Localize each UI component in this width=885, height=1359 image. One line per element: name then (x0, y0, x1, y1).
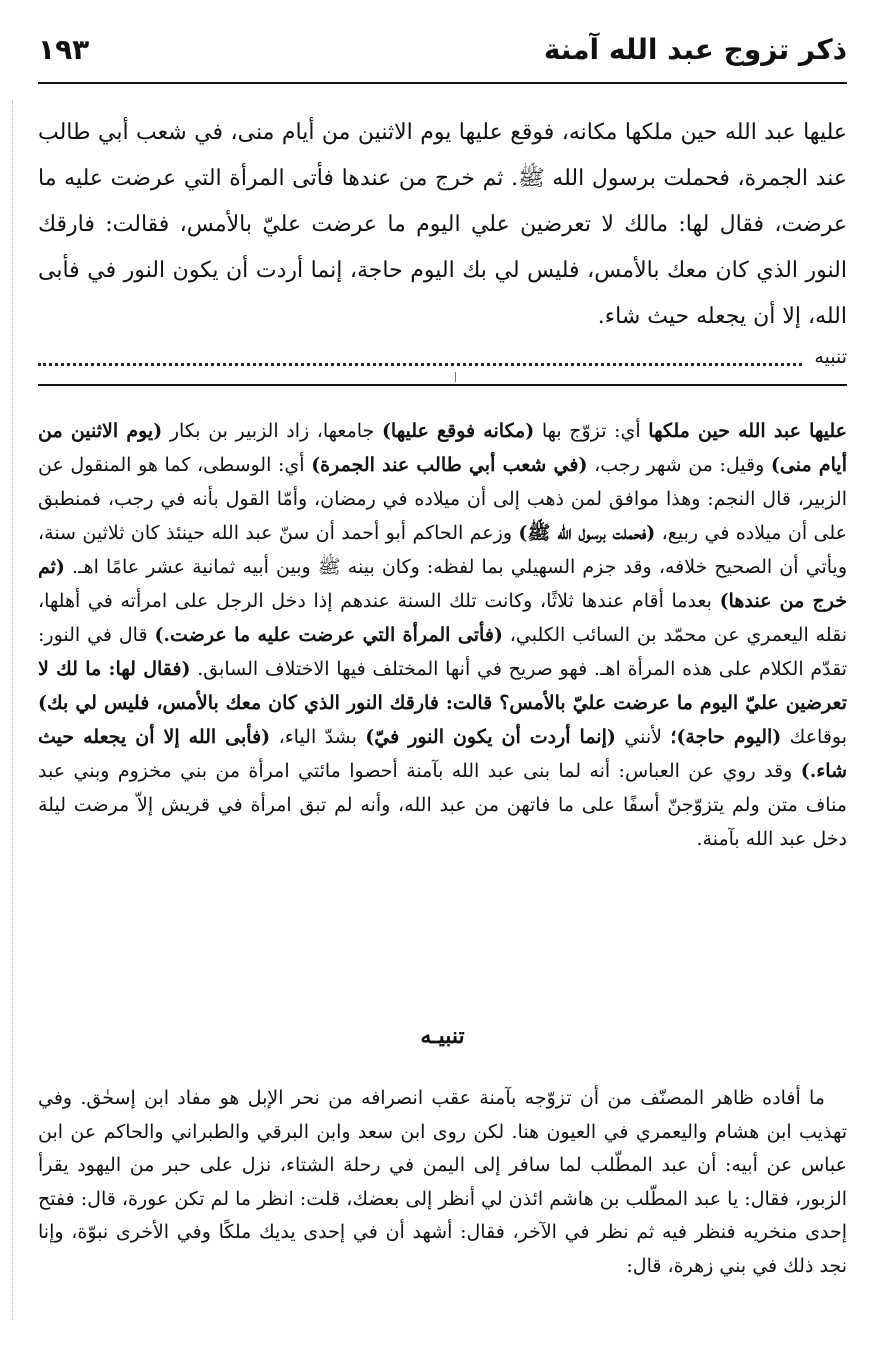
commentary-separator (38, 384, 847, 386)
commentary-span: بشدّ الياء، (270, 726, 366, 748)
dotted-leader (38, 363, 802, 366)
commentary-span: أي: تزوّج بها (534, 420, 649, 442)
header-rule (38, 82, 847, 84)
commentary-text (38, 414, 847, 856)
quoted-phrase: عليها عبد الله حين ملكها (648, 420, 847, 442)
commentary-span: قال في النور: تقدّم الكلام على هذه المرأة اهـ. فهو صريح في أنها المختلف فيها الاختلاف السابق. (38, 624, 847, 680)
quoted-phrase: (اليوم حاجة)؛ (670, 726, 782, 748)
note-reference-label: تنبيه (814, 346, 847, 368)
margin-marks (12, 100, 14, 1320)
commentary-span: وقيل: من شهر رجب، (587, 454, 771, 476)
quoted-phrase: (إنما أردت أن يكون النور فيّ) (365, 726, 616, 748)
commentary-span: بعدما أقام عندها ثلاثًا، وكانت تلك السنة عندهم إذا دخل الرجل على امرأته في أهلها، نقله اليعمري عن محمّد بن السائب الكلبي، (38, 590, 847, 646)
quoted-phrase: (يوم الاثنين من أيام منى) (38, 420, 847, 476)
quoted-phrase: (ثم خرج من عندها) (38, 556, 847, 612)
commentary-span: أي: الوسطى، كما هو المنقول عن الزبير، قال النجم: وهذا موافق لمن ذهب إلى أن ميلاده في رمضان، وأمّا القول بأنه في رجب، فمنطبق على أن ميلاده في ربيع، (38, 454, 847, 544)
quoted-phrase: (فقال لها: ما لك لا تعرضين عليّ اليوم ما عرضت عليّ بالأمس؟ قالت: فارقك النور الذي كان معك بالأمس، فليس لي بك) (38, 658, 847, 714)
quoted-phrase: (فأبى الله إلا أن يجعله حيث شاء.) (38, 726, 847, 782)
note-reference (38, 337, 847, 377)
quoted-phrase: (فأتى المرأة التي عرضت عليه ما عرضت.) (154, 624, 503, 646)
commentary-span: وزعم الحاكم أبو أحمد أن سنّ عبد الله حينئذ كان ثلاثين سنة، ويأتي أن الصحيح خلافه، وقد جزم السهيلي بما لفظه: وكان بينه ﷺ وبين أبيه ثمانية عشر عامًا اهـ. (38, 522, 847, 578)
commentary-span: لأنني (615, 726, 671, 748)
note-section (38, 1082, 847, 1283)
commentary-span: بوقاعك (781, 726, 848, 748)
tick-mark (455, 372, 456, 382)
quoted-phrase: (مكانه فوقع عليها) (381, 420, 535, 442)
quoted-phrase: (في شعب أبي طالب عند الجمرة) (311, 454, 588, 476)
section-heading: تنبيـه (420, 1023, 465, 1049)
main-text-paragraph: عليها عبد الله حين ملكها مكانه، فوقع عليها يوم الاثنين من أيام منى، في شعب أبي طالب عند الجمرة، فحملت برسول الله ﷺ. ثم خرج من عندها فأتى المرأة التي عرضت عليه ما عرضت، فقال لها: مالك لا تعرضين علي اليوم ما عرضت عليّ بالأمس، فقالت: فارقك النور الذي كان معك بالأمس، فليس لي بك اليوم حاجة، إنما أردت أن يكون النور في فأبى الله، إلا أن يجعله حيث شاء. (38, 120, 847, 329)
commentary-paragraph (38, 414, 847, 856)
commentary-span: جامعها، زاد الزبير بن بكار (162, 420, 382, 442)
running-title: ذكر تزوج عبد الله آمنة (543, 33, 847, 66)
main-text (38, 110, 847, 340)
page-number: ١٩٣ (38, 33, 90, 66)
page-header (38, 30, 847, 80)
quoted-phrase: (فحملت برسول الله ﷺ) (518, 522, 656, 544)
note-paragraph: ما أفاده ظاهر المصنّف من أن تزوّجه بآمنة عقب انصرافه من نحر الإبل هو مفاد ابن إسحٰق. وفي تهذيب ابن هشام واليعمري في العيون هنا. لكن روى ابن سعد وابن البرقي والطبراني والحاكم عن ابن عباس عن أبيه: أن عبد المطّلب لما سافر إلى اليمن في رحلة الشتاء، نزل على حبر من اليهود يقرأ الزبور، فقال: يا عبد المطّلب بن هاشم ائذن لي أنظر إلى بعضك، قلت: انظر ما لم تكن عورة، قال: ففتح إحدى منخريه فنظر فيه ثم نظر في الآخر، فقال: أشهد أن في إحدى يديك ملكًا وفي الأخرى نبوّة، وإنا نجد ذلك في بني زهرة، قال: (38, 1087, 847, 1277)
commentary-span: وقد روي عن العباس: أنه لما بنى عبد الله بآمنة أحصوا مائتي امرأة من بني مخزوم وبني عبد مناف متن ولم يتزوّجنّ أسفًا على ما فاتهن من عبد الله، وأنه لم تبق امرأة في قريش إلاّ مرضت ليلة دخل عبد الله بآمنة. (38, 760, 847, 850)
